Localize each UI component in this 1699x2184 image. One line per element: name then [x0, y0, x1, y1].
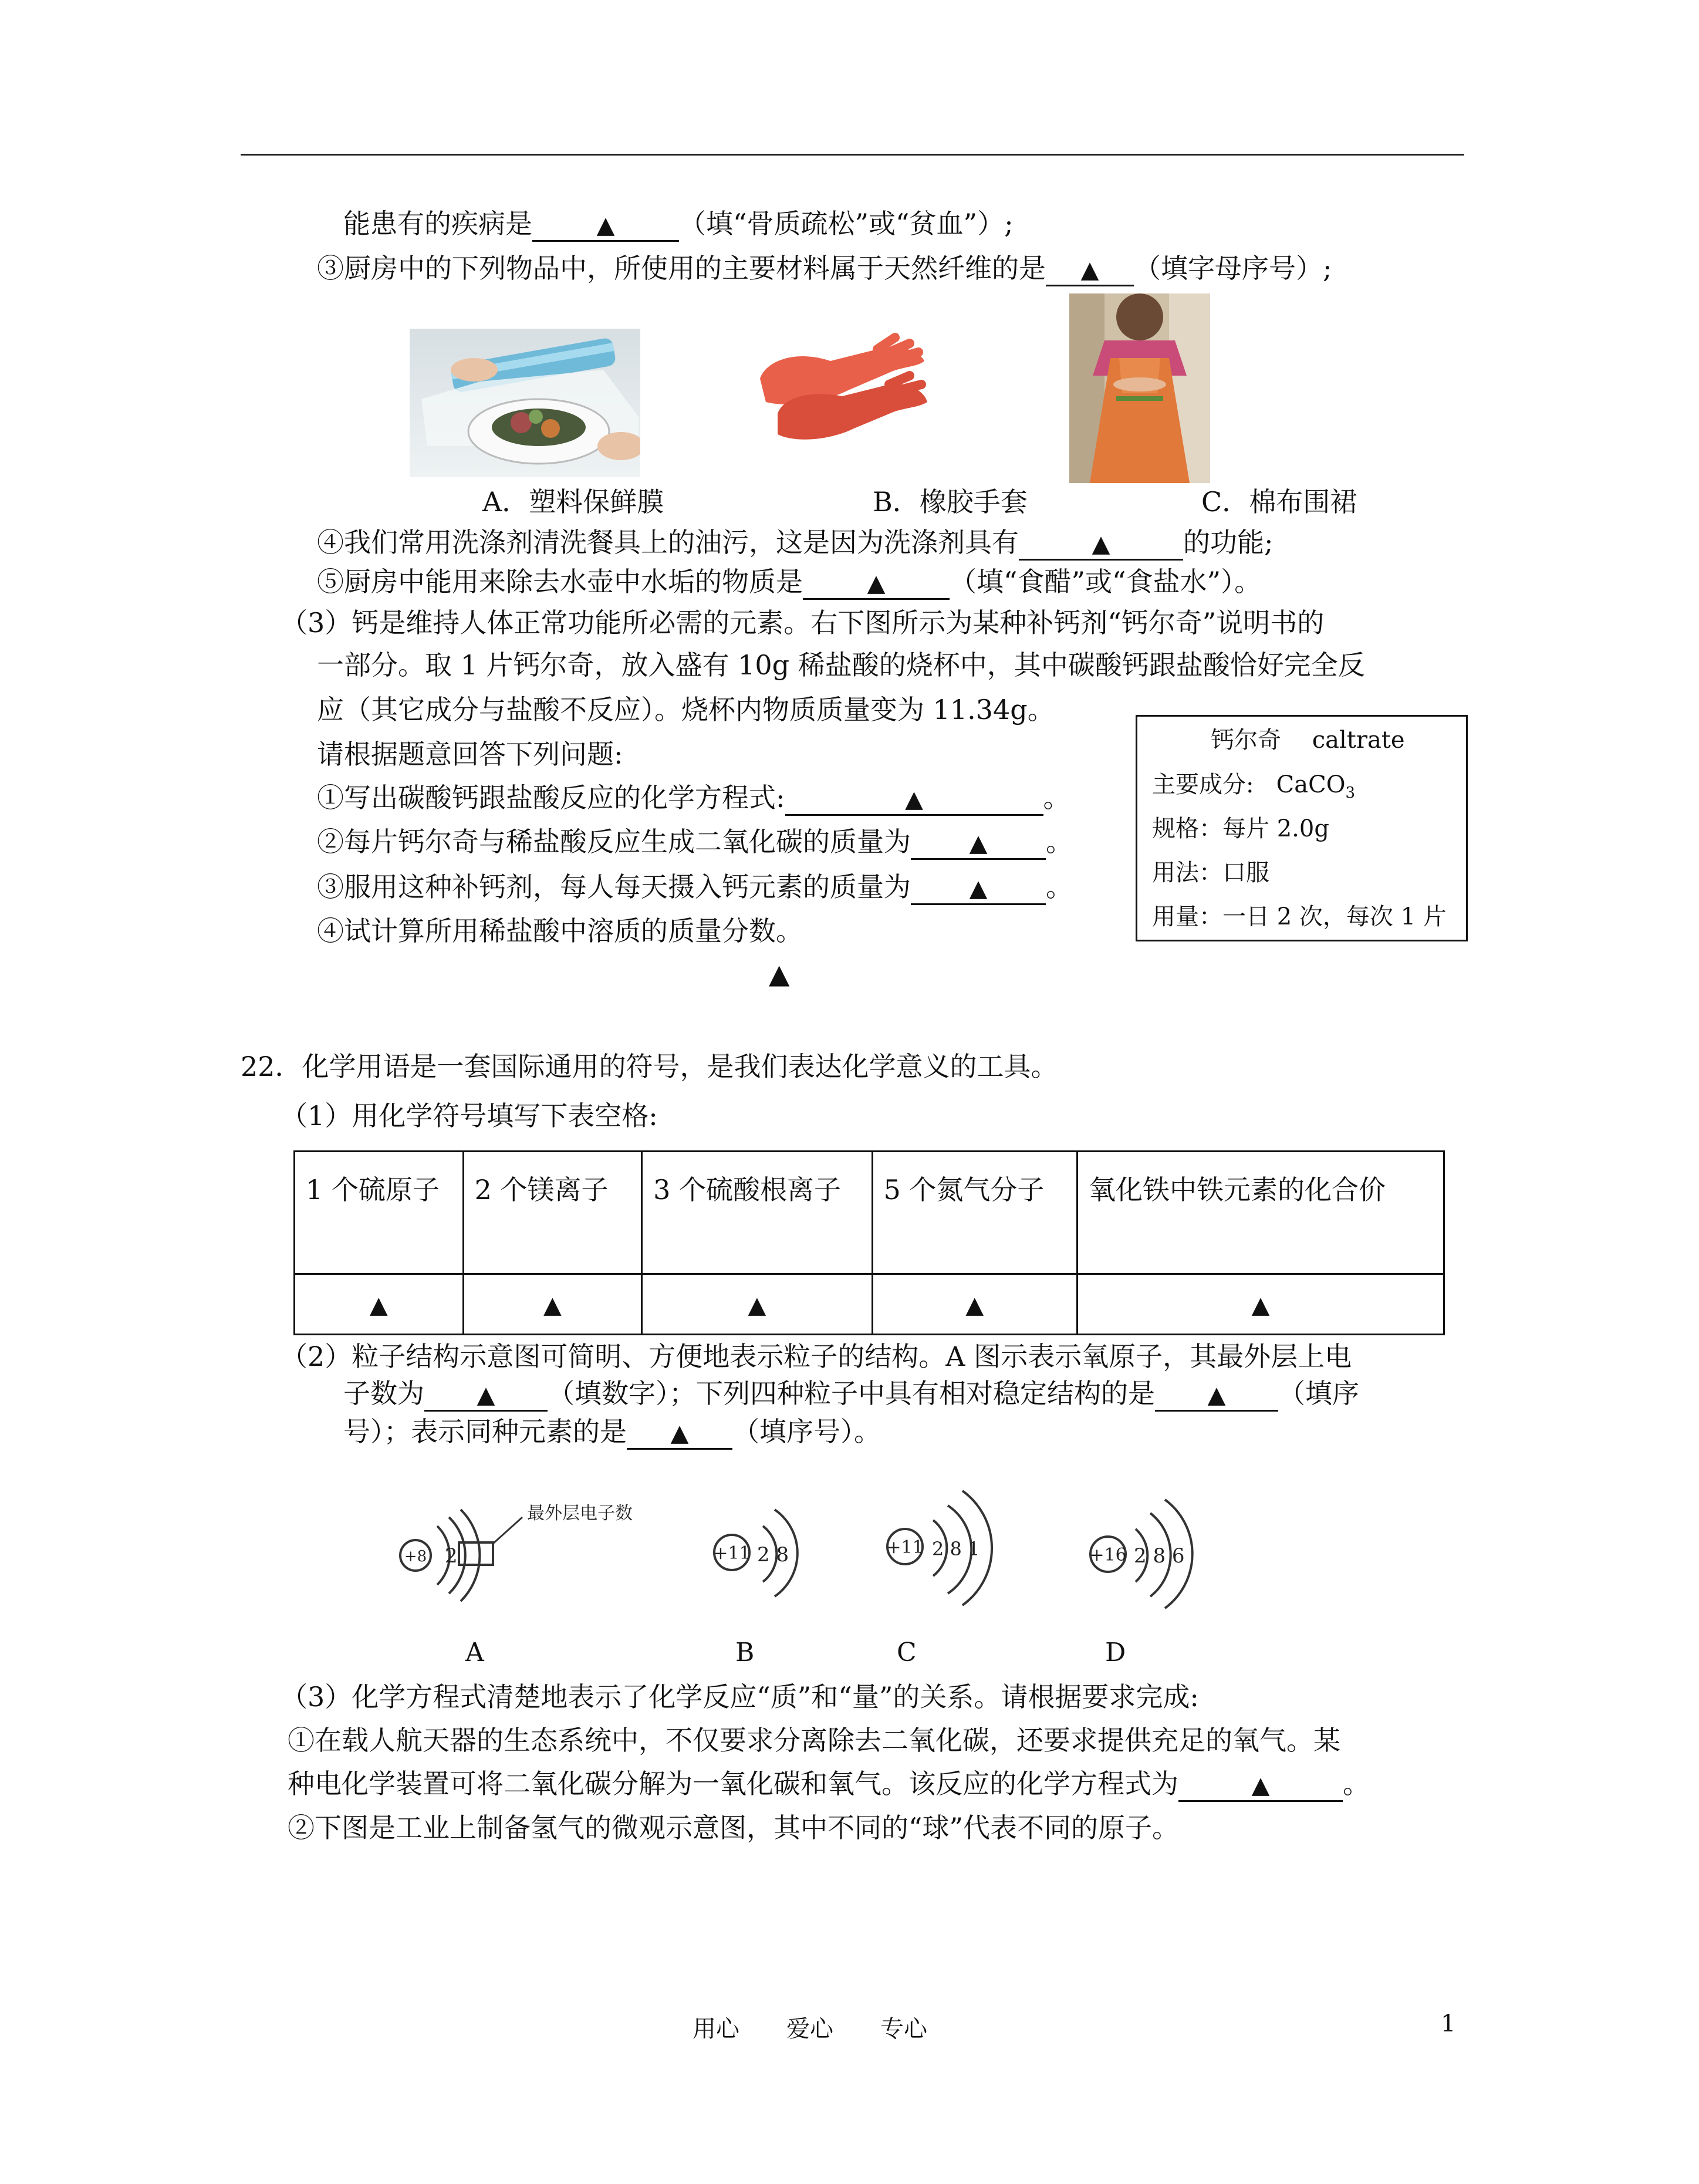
q21-line-3: ③厨房中的下列物品中，所使用的主要材料属于天然纤维的是 ▲ （填字母序号）;	[317, 251, 1332, 286]
table-answer-cell[interactable]: ▲	[642, 1274, 872, 1335]
atom-d-diagram	[1089, 1500, 1192, 1608]
table-header-cell: 1 个硫原子	[295, 1152, 464, 1274]
q22-p2-line-1: （2）粒子结构示意图可简明、方便地表示粒子的结构。A 图示表示氧原子，其最外层上电	[281, 1341, 1352, 1372]
option-b-caption: B．橡胶手套	[873, 486, 1028, 518]
atom-c-diagram	[886, 1491, 992, 1605]
atom-b-nucleus: +11	[713, 1543, 751, 1564]
q22-title: 22．化学用语是一套国际通用的符号，是我们表达化学意义的工具。	[241, 1051, 1058, 1082]
answer-mark[interactable]: ▲	[769, 958, 790, 990]
rubber-gloves-image	[742, 326, 936, 455]
q21-p3-line-2: 一部分。取 1 片钙尔奇，放入盛有 10g 稀盐酸的烧杯中，其中碳酸钙跟盐酸恰好完全反	[317, 649, 1365, 681]
q21-line-5: ⑤厨房中能用来除去水壶中水垢的物质是 ▲ （填“食醋”或“食盐水”）。	[317, 565, 1261, 600]
atom-d-nucleus: +16	[1089, 1545, 1127, 1565]
header-rule	[241, 154, 1464, 156]
q22-p1: （1）用化学符号填写下表空格:	[281, 1100, 658, 1132]
q22-p3-line-1: （3）化学方程式清楚地表示了化学反应“质”和“量”的关系。请根据要求完成:	[281, 1681, 1199, 1713]
label-usage: 用法：口服	[1152, 859, 1269, 886]
cotton-apron-image	[1069, 293, 1210, 483]
atom-c-label: C	[897, 1638, 917, 1667]
q21-p3-line-3: 应（其它成分与盐酸不反应）。烧杯内物质质量变为 11.34g。	[317, 694, 1055, 725]
outer-electron-note: 最外层电子数	[527, 1503, 633, 1524]
q21-line-disease: 能患有的疾病是 ▲ （填“骨质疏松”或“贫血”）;	[343, 207, 1014, 242]
footer-motto: 用心 爱心 专心	[693, 2016, 927, 2043]
table-header-cell: 3 个硫酸根离子	[642, 1152, 872, 1274]
q22-p3-line-2: ①在载人航天器的生态系统中，不仅要求分离除去二氧化碳，还要求提供充足的氧气。某	[288, 1724, 1340, 1756]
atom-c-electrons: 2 8 1	[932, 1538, 980, 1560]
atom-d-electrons: 2 8 6	[1134, 1544, 1185, 1568]
caltrate-label-box	[1136, 715, 1468, 941]
q22-p3-line-4: ②下图是工业上制备氢气的微观示意图，其中不同的“球”代表不同的原子。	[288, 1812, 1180, 1844]
atom-structure-diagrams	[376, 1473, 1268, 1626]
atom-b-electrons: 2 8	[757, 1543, 789, 1567]
q21-p3-q4: ④试计算所用稀盐酸中溶质的质量分数。	[317, 915, 803, 947]
answer-blank[interactable]: ▲	[911, 827, 1046, 860]
plastic-wrap-image	[410, 329, 640, 477]
table-answer-cell[interactable]: ▲	[295, 1274, 464, 1335]
answer-blank[interactable]: ▲	[627, 1417, 732, 1450]
atom-b-diagram	[713, 1510, 797, 1596]
option-c-caption: C．棉布围裙	[1201, 486, 1357, 518]
answer-blank[interactable]: ▲	[1178, 1769, 1343, 1802]
answer-blank[interactable]: ▲	[803, 567, 950, 600]
answer-blank[interactable]: ▲	[911, 872, 1046, 905]
q21-p3-q2: ②每片钙尔奇与稀盐酸反应生成二氧化碳的质量为 ▲ 。	[317, 825, 1073, 860]
atom-d-label: D	[1105, 1638, 1126, 1667]
q21-p3-q1: ①写出碳酸钙跟盐酸反应的化学方程式: ▲ 。	[317, 781, 1070, 816]
table-answer-cell[interactable]: ▲	[463, 1274, 642, 1335]
symbol-table	[293, 1150, 1445, 1335]
atom-c-nucleus: +11	[886, 1537, 924, 1558]
q21-p3-line-1: （3）钙是维持人体正常功能所必需的元素。右下图所示为某种补钙剂“钙尔奇”说明书的	[281, 607, 1325, 639]
option-a-caption: A．塑料保鲜膜	[482, 486, 664, 518]
q22-p2-line-3: 号）；表示同种元素的是 ▲ （填序号）。	[343, 1415, 881, 1450]
table-header-cell: 2 个镁离子	[463, 1152, 642, 1274]
page-number: 1	[1441, 2010, 1456, 2037]
table-header-cell: 氧化铁中铁元素的化合价	[1078, 1152, 1444, 1274]
label-title: 钙尔奇 caltrate	[1211, 727, 1405, 754]
label-spec: 规格：每片 2.0g	[1152, 815, 1329, 842]
atom-a-label: A	[465, 1638, 484, 1667]
answer-blank[interactable]: ▲	[532, 209, 679, 242]
label-dose: 用量：一日 2 次，每次 1 片	[1152, 903, 1447, 930]
atom-b-label: B	[735, 1638, 755, 1667]
q22-p2-line-2: 子数为 ▲ （填数字）；下列四种粒子中具有相对稳定结构的是 ▲ （填序	[343, 1376, 1359, 1412]
table-header-cell: 5 个氮气分子	[872, 1152, 1077, 1274]
label-main-ingredient: 主要成分: CaCO$_3$	[1152, 771, 1356, 802]
q21-p3-line-4: 请根据题意回答下列问题:	[317, 738, 623, 770]
atom-a-electrons: 2	[445, 1544, 458, 1568]
atom-a-diagram	[400, 1503, 633, 1601]
answer-blank[interactable]: ▲	[1155, 1379, 1278, 1412]
atom-a-nucleus: +8	[404, 1548, 427, 1565]
answer-blank[interactable]: ▲	[1019, 528, 1183, 561]
answer-blank[interactable]: ▲	[424, 1379, 548, 1412]
answer-blank[interactable]: ▲	[1046, 254, 1134, 286]
q21-p3-q3: ③服用这种补钙剂，每人每天摄入钙元素的质量为 ▲ 。	[317, 870, 1073, 905]
answer-blank[interactable]: ▲	[785, 783, 1043, 816]
table-answer-cell[interactable]: ▲	[1078, 1274, 1444, 1335]
q21-line-4: ④我们常用洗涤剂清洗餐具上的油污，这是因为洗涤剂具有 ▲ 的功能;	[317, 525, 1274, 561]
q22-p3-line-3: 种电化学装置可将二氧化碳分解为一氧化碳和氧气。该反应的化学方程式为 ▲ 。	[288, 1767, 1370, 1802]
table-answer-cell[interactable]: ▲	[872, 1274, 1077, 1335]
